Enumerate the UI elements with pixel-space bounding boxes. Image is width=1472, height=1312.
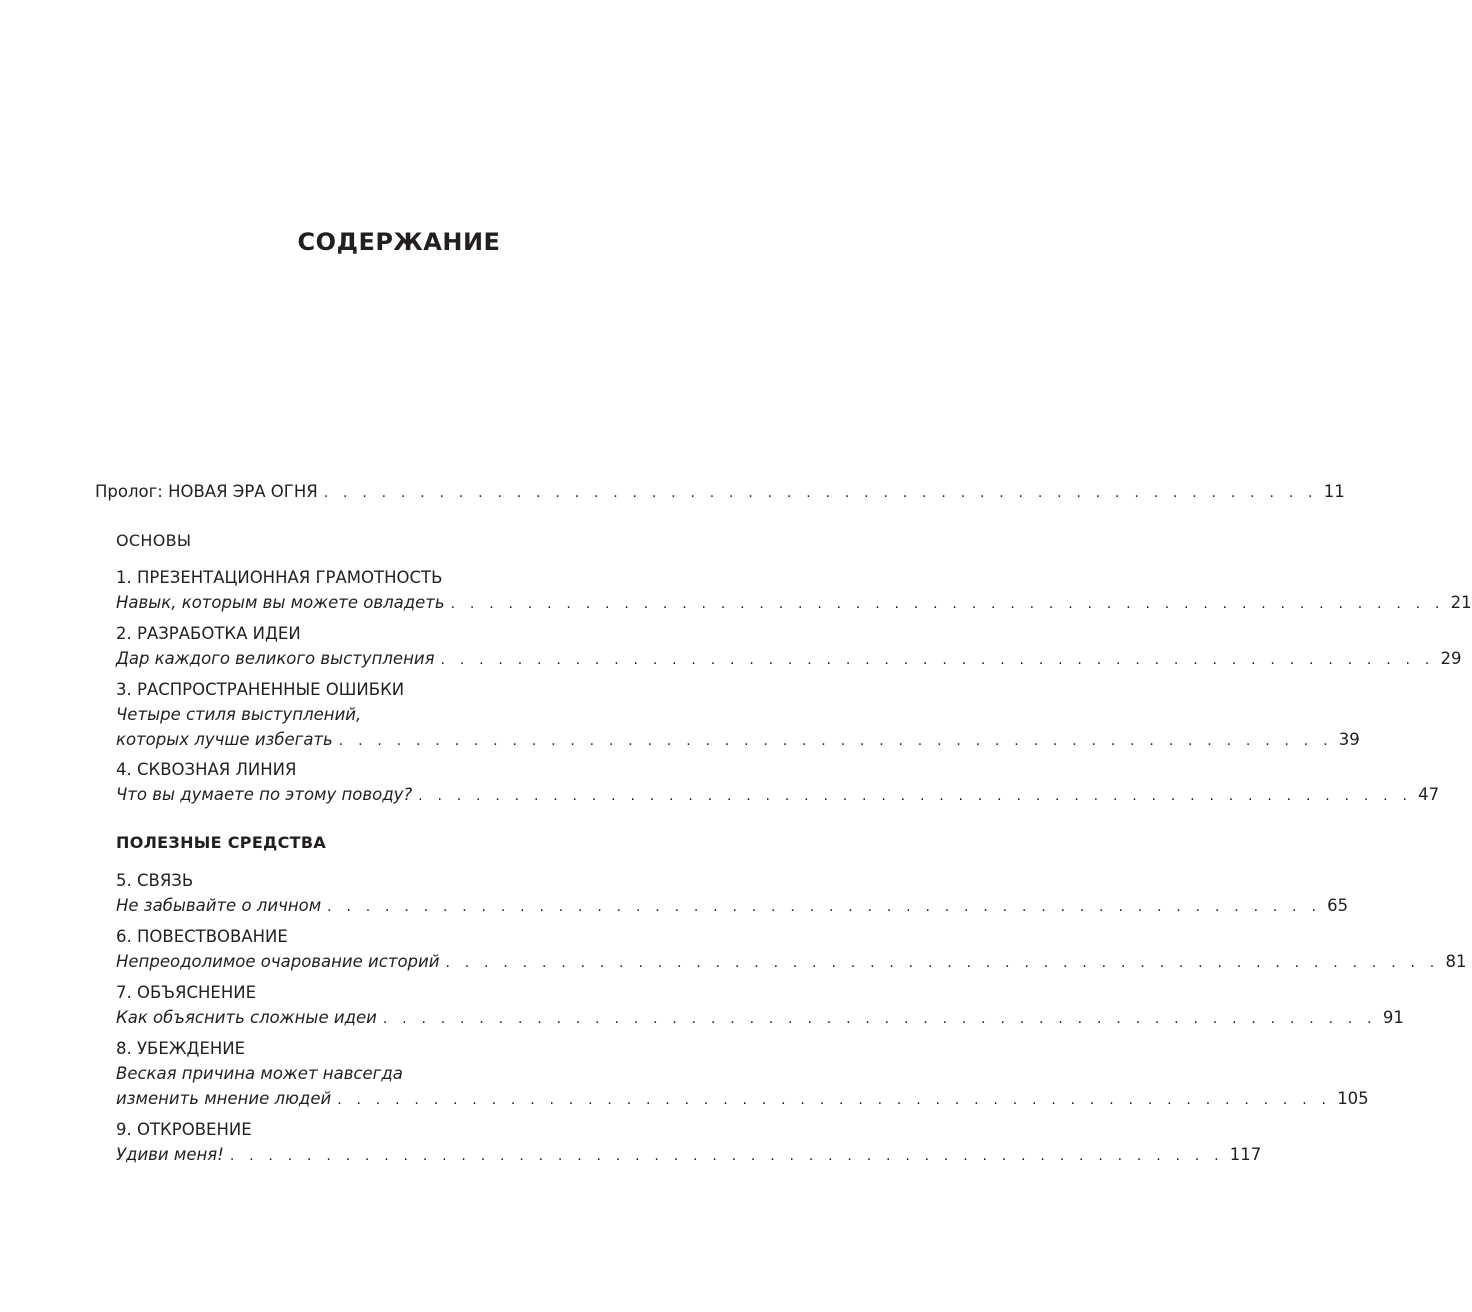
chapter-subtitle: Непреодолимое очарование историй	[116, 952, 440, 971]
toc-entry[interactable]	[116, 728, 1360, 752]
toc-entry[interactable]	[116, 647, 1462, 671]
dot-leader: . . . . . . . . . . . . . . . . . . . . . . . . . . . . . . . . . . . . . . . . . . . . . . . . . . . .	[337, 1092, 1332, 1108]
chapter-subtitle: Удиви меня!	[116, 1145, 224, 1164]
toc-entry-text: Пролог: НОВАЯ ЭРА ОГНЯ	[95, 482, 318, 501]
toc-entry-prologue[interactable]	[95, 480, 1345, 504]
page-number: 21	[1450, 593, 1472, 612]
chapter-heading[interactable]: 8. УБЕЖДЕНИЕ	[116, 1039, 246, 1058]
chapter-heading[interactable]: 5. СВЯЗЬ	[116, 871, 194, 890]
chapter-subtitle: Что вы думаете по этому поводу?	[116, 785, 413, 804]
chapter-heading[interactable]: 6. ПОВЕСТВОВАНИЕ	[116, 927, 288, 946]
chapter-subtitle-line: Четыре стиля выступлений,	[116, 705, 362, 724]
chapter-subtitle: Как объяснить сложные идеи	[116, 1008, 377, 1027]
chapter-heading[interactable]: 2. РАЗРАБОТКА ИДЕИ	[116, 624, 301, 643]
page-title: СОДЕРЖАНИЕ	[297, 228, 501, 256]
dot-leader: . . . . . . . . . . . . . . . . . . . . . . . . . . . . . . . . . . . . . . . . . . . . . . . . . . . .	[450, 596, 1445, 612]
toc-entry[interactable]	[116, 591, 1472, 615]
chapter-heading[interactable]: 9. ОТКРОВЕНИЕ	[116, 1120, 252, 1139]
chapter-subtitle: Не забывайте о личном	[116, 896, 322, 915]
page-number: 65	[1327, 896, 1349, 915]
toc-entry[interactable]	[116, 783, 1440, 807]
chapter-heading[interactable]: 4. СКВОЗНАЯ ЛИНИЯ	[116, 760, 297, 779]
chapter-subtitle: Дар каждого великого выступления	[116, 649, 435, 668]
dot-leader: . . . . . . . . . . . . . . . . . . . . . . . . . . . . . . . . . . . . . . . . . . . . . . . . . . . .	[327, 899, 1322, 915]
toc-entry[interactable]	[116, 894, 1349, 918]
page-number: 11	[1323, 482, 1345, 501]
toc-entry[interactable]	[116, 1087, 1369, 1111]
dot-leader: . . . . . . . . . . . . . . . . . . . . . . . . . . . . . . . . . . . . . . . . . . . . . . . . . . . .	[382, 1011, 1377, 1027]
page-number: 47	[1418, 785, 1440, 804]
chapter-heading[interactable]: 7. ОБЪЯСНЕНИЕ	[116, 983, 257, 1002]
page-number: 29	[1440, 649, 1462, 668]
page-number: 81	[1445, 952, 1467, 971]
chapter-subtitle: которых лучше избегать	[116, 730, 333, 749]
chapter-subtitle: Навык, которым вы можете овладеть	[116, 593, 445, 612]
toc-entry[interactable]	[116, 1006, 1404, 1030]
chapter-subtitle-line: Веская причина может навсегда	[116, 1064, 403, 1083]
chapter-heading[interactable]: 3. РАСПРОСТРАНЕННЫЕ ОШИБКИ	[116, 680, 405, 699]
dot-leader: . . . . . . . . . . . . . . . . . . . . . . . . . . . . . . . . . . . . . . . . . . . . . . . . . . . .	[418, 788, 1413, 804]
page-number: 117	[1229, 1145, 1262, 1164]
section-title: ПОЛЕЗНЫЕ СРЕДСТВА	[116, 833, 327, 852]
page-number: 91	[1382, 1008, 1404, 1027]
dot-leader: . . . . . . . . . . . . . . . . . . . . . . . . . . . . . . . . . . . . . . . . . . . . . . . . . . . .	[338, 733, 1333, 749]
toc-entry[interactable]	[116, 1143, 1262, 1167]
section-title: ОСНОВЫ	[116, 531, 192, 550]
dot-leader: . . . . . . . . . . . . . . . . . . . . . . . . . . . . . . . . . . . . . . . . . . . . . . . . . . . .	[229, 1148, 1224, 1164]
chapter-heading[interactable]: 1. ПРЕЗЕНТАЦИОННАЯ ГРАМОТНОСТЬ	[116, 568, 443, 587]
dot-leader: . . . . . . . . . . . . . . . . . . . . . . . . . . . . . . . . . . . . . . . . . . . . . . . . . . . .	[445, 955, 1440, 971]
dot-leader: . . . . . . . . . . . . . . . . . . . . . . . . . . . . . . . . . . . . . . . . . . . . . . . . . . . .	[440, 652, 1435, 668]
page-number: 39	[1338, 730, 1360, 749]
toc-entry[interactable]	[116, 950, 1467, 974]
dot-leader: . . . . . . . . . . . . . . . . . . . . . . . . . . . . . . . . . . . . . . . . . . . . . . . . . . . .	[323, 485, 1318, 501]
chapter-subtitle: изменить мнение людей	[116, 1089, 332, 1108]
page-number: 105	[1337, 1089, 1369, 1108]
